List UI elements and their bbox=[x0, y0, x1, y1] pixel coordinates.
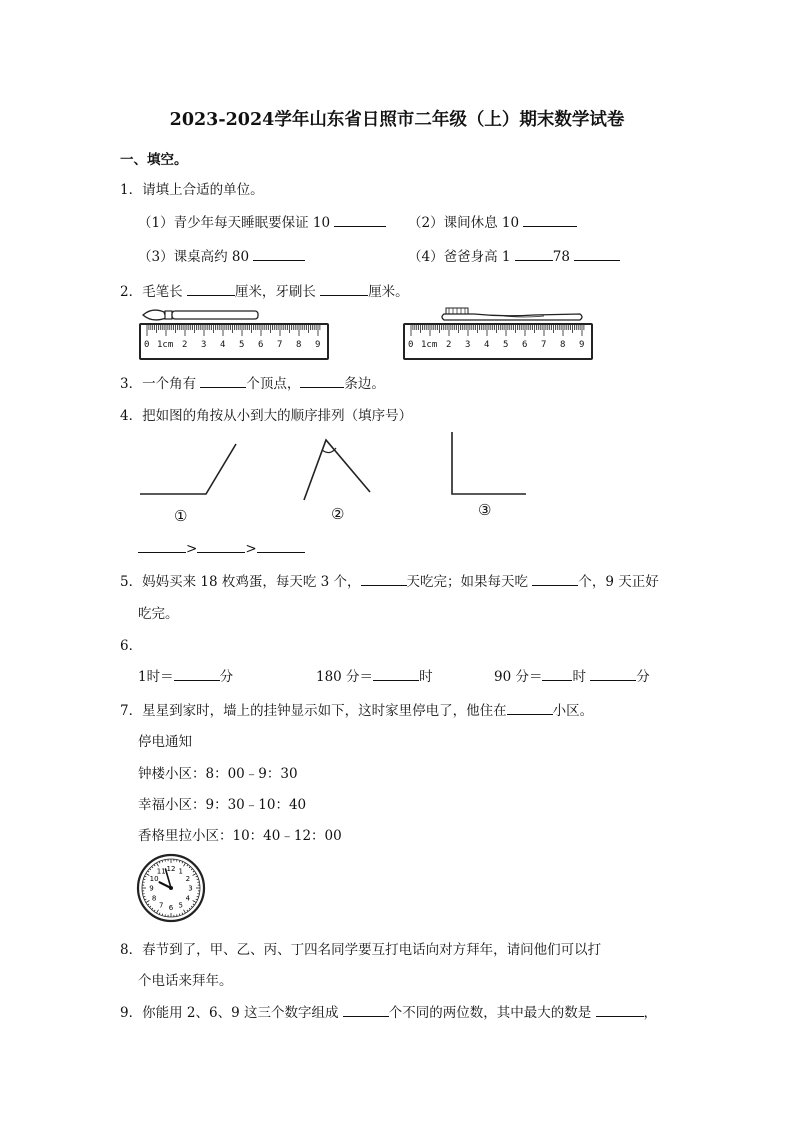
notice-line-3: 香格里拉小区：10：40﹣12：00 bbox=[138, 828, 342, 844]
part-text: 分 bbox=[219, 669, 234, 685]
answer-blank[interactable] bbox=[257, 538, 305, 553]
answer-blank[interactable] bbox=[515, 246, 553, 261]
wall-clock bbox=[136, 853, 206, 923]
clock-number: 7 bbox=[159, 901, 164, 910]
ruler-label: 6 bbox=[258, 340, 264, 350]
part-text: 时 bbox=[419, 669, 433, 685]
question-text: 毛笔长 bbox=[142, 284, 183, 300]
answer-blank[interactable] bbox=[343, 1002, 389, 1017]
part-text: 78 bbox=[552, 249, 570, 265]
clock-number: 1 bbox=[178, 867, 183, 876]
q6-part-2 bbox=[316, 665, 433, 685]
question-text: ， bbox=[643, 1005, 658, 1021]
toothbrush-figure bbox=[404, 305, 588, 325]
ruler-label: 1cm bbox=[421, 340, 438, 350]
answer-blank[interactable] bbox=[197, 538, 245, 553]
page-title: 2023-2024学年山东省日照市二年级（上）期末数学试卷 bbox=[169, 110, 625, 130]
clock-number: 2 bbox=[185, 874, 191, 883]
answer-blank[interactable] bbox=[361, 571, 407, 586]
q1-part-2 bbox=[408, 211, 577, 231]
answer-blank[interactable] bbox=[532, 571, 578, 586]
clock-number: 8 bbox=[151, 894, 157, 903]
answer-blank[interactable] bbox=[320, 281, 368, 296]
ruler-label: 7 bbox=[277, 340, 283, 350]
ruler-label: 9 bbox=[315, 340, 321, 350]
answer-blank[interactable] bbox=[574, 246, 620, 261]
question-text: 小区。 bbox=[552, 703, 594, 719]
part-text: 180 分＝ bbox=[316, 669, 374, 685]
part-text: （4）爸爸身高 1 bbox=[408, 249, 511, 265]
question-number: 9． bbox=[120, 1005, 143, 1021]
question-text: 厘米，牙刷长 bbox=[234, 284, 316, 300]
notice-line-2: 幸福小区：9：30﹣10：40 bbox=[138, 797, 307, 813]
ruler-label: 1cm bbox=[157, 340, 174, 350]
question-text: 星星到家时，墙上的挂钟显示如下，这时家里停电了，他住在 bbox=[142, 703, 507, 719]
part-text: 分 bbox=[636, 669, 650, 685]
question-3 bbox=[120, 372, 385, 392]
question-number: 3． bbox=[120, 376, 143, 392]
question-4 bbox=[120, 404, 412, 424]
answer-blank[interactable] bbox=[174, 666, 220, 681]
angle-label-1: ① bbox=[174, 507, 188, 525]
question-text: 一个角有 bbox=[142, 376, 197, 392]
answer-blank[interactable] bbox=[138, 538, 186, 553]
q1-part-3 bbox=[138, 245, 305, 265]
clock-number: 9 bbox=[149, 884, 154, 893]
ruler-label: 3 bbox=[201, 340, 207, 350]
angle-2 bbox=[304, 440, 370, 500]
ruler-label: 5 bbox=[503, 340, 509, 350]
question-text: 个顶点， bbox=[246, 376, 301, 392]
ruler-left bbox=[139, 323, 329, 360]
question-text: 把如图的角按从小到大的顺序排列（填序号） bbox=[142, 408, 413, 424]
ruler-label: 0 bbox=[144, 340, 150, 350]
answer-blank[interactable] bbox=[253, 246, 305, 261]
notice-line-1: 钟楼小区：8：00﹣9：30 bbox=[138, 766, 298, 782]
question-text: 你能用 2、6、9 这三个数字组成 bbox=[142, 1005, 339, 1021]
q8-continuation bbox=[138, 969, 233, 989]
ruler-label: 4 bbox=[484, 340, 490, 350]
question-text: 条边。 bbox=[344, 376, 385, 392]
question-2 bbox=[120, 280, 409, 300]
answer-blank[interactable] bbox=[507, 700, 553, 715]
question-number: 4． bbox=[120, 408, 143, 424]
ruler-label: 7 bbox=[541, 340, 547, 350]
question-number: 2． bbox=[120, 284, 143, 300]
answer-blank[interactable] bbox=[300, 373, 344, 388]
ruler-label: 3 bbox=[465, 340, 471, 350]
greater-than-sign: > bbox=[186, 541, 198, 557]
notice-title: 停电通知 bbox=[138, 734, 192, 750]
question-number: 7． bbox=[120, 703, 143, 719]
q6-part-3 bbox=[494, 665, 650, 685]
clock-number: 3 bbox=[188, 884, 193, 893]
angle-3 bbox=[452, 432, 526, 494]
clock-number: 12 bbox=[166, 865, 176, 874]
question-number: 8． bbox=[120, 942, 143, 958]
question-text: 厘米。 bbox=[368, 284, 409, 300]
q1-part-4 bbox=[408, 245, 620, 265]
greater-than-sign: > bbox=[245, 541, 257, 557]
answer-blank[interactable] bbox=[542, 666, 572, 681]
question-8 bbox=[120, 938, 601, 958]
clock-number: 6 bbox=[168, 904, 174, 913]
clock-number: 10 bbox=[149, 874, 159, 883]
q1-part-1 bbox=[138, 211, 386, 231]
answer-blank[interactable] bbox=[373, 666, 419, 681]
answer-blank[interactable] bbox=[523, 212, 577, 227]
part-text: （2）课间休息 10 bbox=[408, 215, 520, 231]
ruler-label: 9 bbox=[579, 340, 585, 350]
answer-blank[interactable] bbox=[596, 1002, 644, 1017]
question-7 bbox=[120, 699, 593, 719]
angle-label-2: ② bbox=[331, 505, 345, 523]
ruler-label: 2 bbox=[182, 340, 188, 350]
ruler-label: 5 bbox=[239, 340, 245, 350]
part-text: （3）课桌高约 80 bbox=[138, 249, 250, 265]
answer-blank[interactable] bbox=[590, 666, 636, 681]
ruler-label: 8 bbox=[560, 340, 566, 350]
question-text: 个不同的两位数，其中最大的数是 bbox=[388, 1005, 592, 1021]
section-heading: 一、填空。 bbox=[120, 152, 188, 168]
question-9 bbox=[120, 1001, 657, 1021]
answer-blank[interactable] bbox=[334, 212, 386, 227]
ruler-label: 8 bbox=[296, 340, 302, 350]
clock-number: 5 bbox=[178, 901, 183, 910]
question-text: 天吃完；如果每天吃 bbox=[406, 574, 529, 590]
q6-part-1 bbox=[138, 665, 233, 685]
question-5 bbox=[120, 570, 659, 590]
answer-blank[interactable] bbox=[187, 281, 235, 296]
part-text: 时 bbox=[572, 669, 586, 685]
ruler-label: 0 bbox=[408, 340, 414, 350]
part-text: 90 分＝ bbox=[494, 669, 543, 685]
q5-continuation: 吃完。 bbox=[138, 606, 179, 622]
ruler-label: 4 bbox=[220, 340, 226, 350]
q4-answer-row bbox=[138, 538, 305, 557]
question-text: 个，9 天正好 bbox=[578, 574, 659, 590]
angle-1 bbox=[140, 444, 236, 494]
clock-number: 11 bbox=[156, 867, 166, 876]
ruler-right bbox=[403, 323, 593, 360]
part-text: 1时＝ bbox=[138, 669, 174, 685]
question-6-number: 6． bbox=[120, 638, 143, 654]
question-number: 5． bbox=[120, 574, 143, 590]
ruler-label: 6 bbox=[522, 340, 528, 350]
question-text: 春节到了，甲、乙、丙、丁四名同学要互打电话向对方拜年，请问他们可以打 bbox=[142, 942, 602, 958]
angle-label-3: ③ bbox=[478, 501, 492, 519]
answer-blank[interactable] bbox=[200, 373, 246, 388]
question-text: 妈妈买来 18 枚鸡蛋，每天吃 3 个， bbox=[142, 574, 361, 590]
question-number: 1． bbox=[120, 182, 143, 198]
question-text: 请填上合适的单位。 bbox=[142, 182, 264, 198]
part-text: （1）青少年每天睡眠要保证 10 bbox=[138, 215, 331, 231]
clock-number: 4 bbox=[185, 894, 191, 903]
question-1 bbox=[120, 178, 264, 198]
brush-figure bbox=[140, 306, 262, 324]
ruler-label: 2 bbox=[446, 340, 452, 350]
question-text: 个电话来拜年。 bbox=[138, 973, 233, 989]
